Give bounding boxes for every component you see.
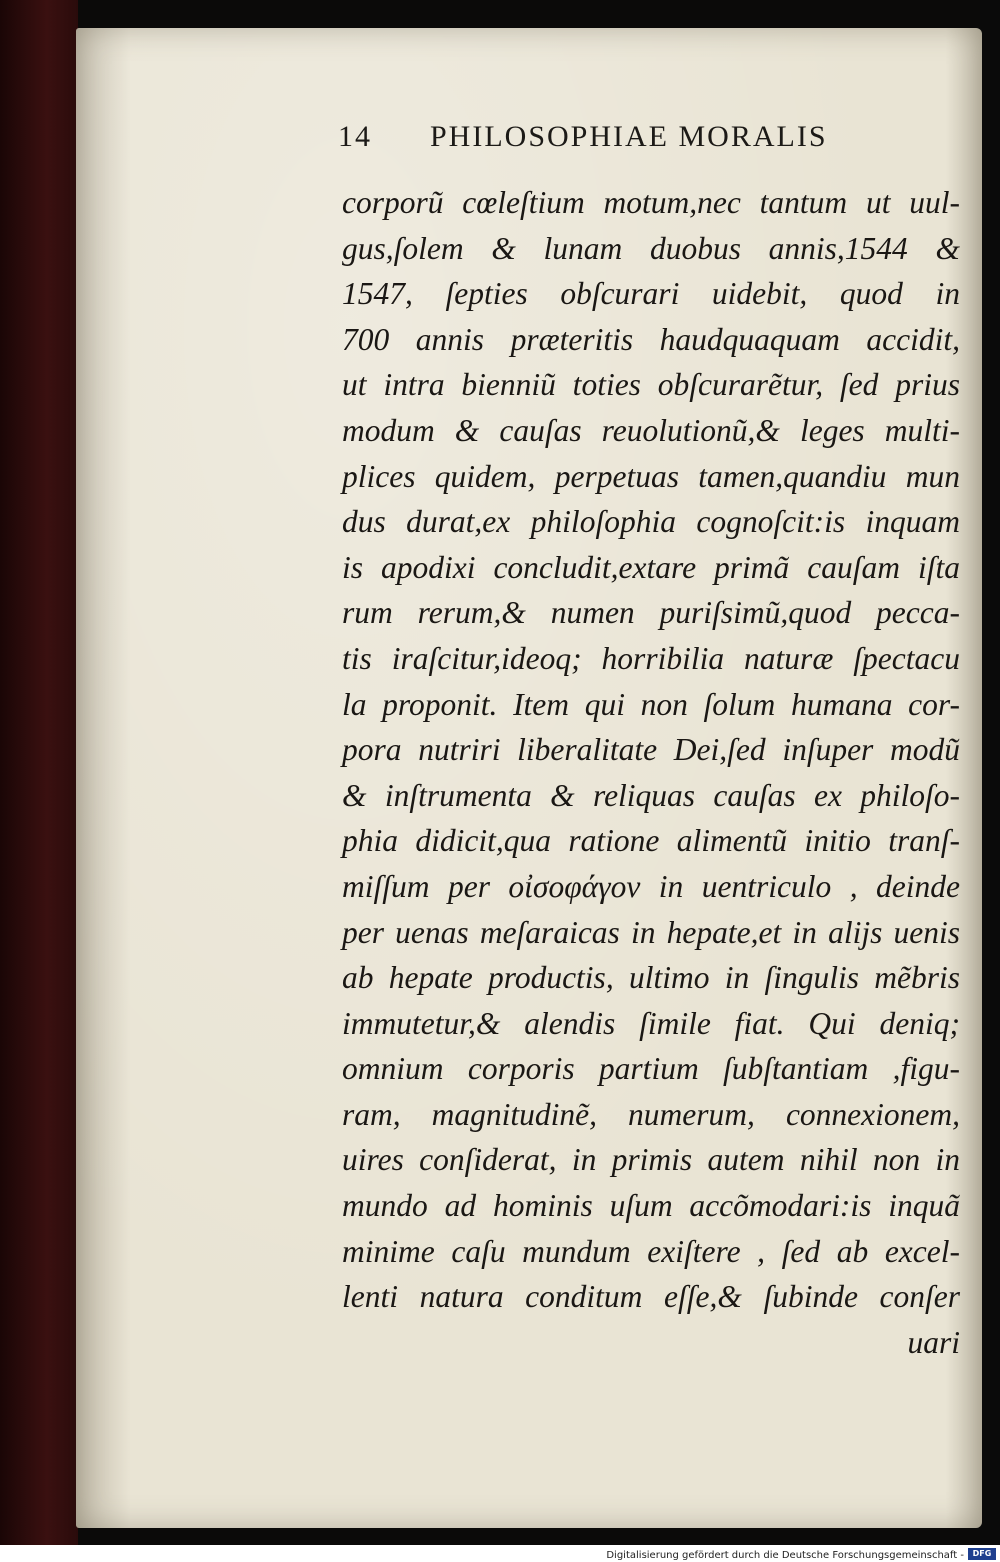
scan-background-right [980,0,1000,1545]
digitization-footer [0,1545,1000,1562]
text-line: ram, magnitudinẽ, numerum, connexionem, [342,1096,960,1132]
funding-credit: Digitalisierung gefördert durch die Deutsche Forschungsgemeinschaft - [606,1550,964,1561]
page-number: 14 [338,120,372,153]
text-line: modum & cauſas reuolutionũ,& leges multi- [342,412,960,448]
text-line: dus durat,ex philoſophia cognoſcit:is inquam [342,504,960,540]
catchword: uari [907,1324,960,1360]
text-line: gus,ſolem & lunam duobus annis,1544 & [342,230,960,266]
dfg-logo-icon: DFG [968,1548,996,1560]
text-line: & inſtrumenta & reliquas cauſas ex philoſo- [342,777,960,813]
text-line: immutetur,& alendis ſimile fiat. Qui deniq; [342,1005,960,1041]
text-line: tis iraſcitur,ideoq; horribilia naturæ ſpectacu [342,640,960,676]
text-line: mundo ad hominis uſum accõmodari:is inquã [342,1188,960,1224]
text-line: 1547, ſepties obſcurari uidebit, quod in [342,276,960,312]
text-line: la proponit. Item qui non ſolum humana cor- [342,686,960,722]
text-line: omnium corporis partium ſubſtantiam ,figu- [342,1051,960,1087]
scan-background-left [0,0,78,1545]
text-line: plices quidem, perpetuas tamen,quandiu mun [342,458,960,494]
text-line: ut intra bienniũ toties obſcurarẽtur, ſed prius [342,367,960,403]
text-line: is apodixi concludit,extare primã cauſam iſta [342,549,960,585]
text-line: per uenas meſaraicas in hepate,et in alijs uenis [342,914,960,950]
text-line: phia didicit,qua ratione alimentũ initio tranſ- [342,823,960,859]
page-header [338,120,928,170]
text-line: ab hepate productis, ultimo in ſingulis mẽbris [342,960,960,996]
text-line: lenti natura conditum eſſe,& ſubinde conſer [342,1279,960,1315]
text-line: 700 annis præteritis haudquaquam accidit, [342,321,960,357]
body-text [342,180,960,1365]
text-line: uires conſiderat, in primis autem nihil non in [342,1142,960,1178]
text-line: rum rerum,& numen puriſsimũ,quod pecca- [342,595,960,631]
text-line: corporũ cœleſtium motum,nec tantum ut uul- [342,185,960,220]
text-line: miſſum per οἰσοφάγον in uentriculo , deinde [342,868,960,904]
running-title: PHILOSOPHIAE MORALIS [430,120,828,153]
text-line: minime caſu mundum exiſtere , ſed ab excel- [342,1233,960,1269]
text-line: pora nutriri liberalitate Dei,ſed inſuper modũ [342,732,960,768]
